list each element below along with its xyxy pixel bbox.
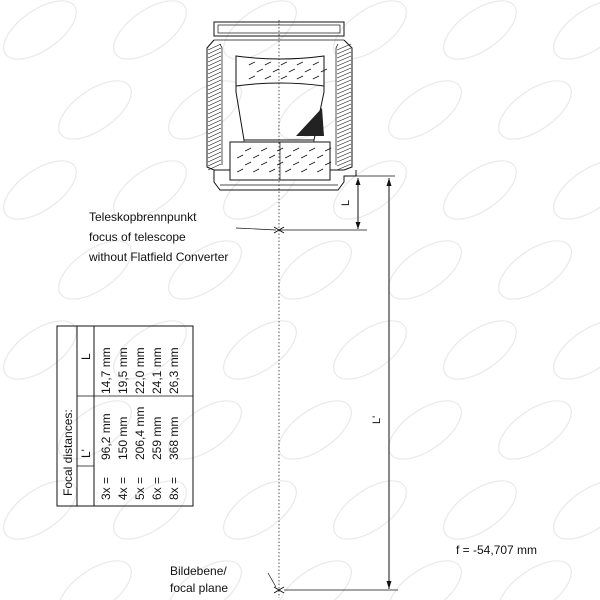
table-cell-l: 22,0 mm (133, 347, 147, 394)
table-cell-mag: 6x = (150, 476, 164, 500)
watermark-ellipse (434, 470, 526, 551)
watermark-ellipse (489, 550, 581, 600)
watermark-ellipse (379, 550, 471, 600)
watermark-ellipse (379, 230, 471, 311)
watermark-ellipse (434, 310, 526, 391)
watermark-ellipse (544, 150, 600, 231)
table-cell-mag: 4x = (116, 476, 130, 500)
watermark-ellipse (544, 310, 600, 391)
table-cell-l: 19,5 mm (116, 347, 130, 394)
watermark-ellipse (324, 310, 416, 391)
watermark-ellipse (434, 150, 526, 231)
watermark-ellipse (0, 150, 86, 231)
watermark-ellipse (0, 0, 86, 70)
table-cell-mag: 5x = (133, 476, 147, 500)
table-cell-l: 24,1 mm (150, 347, 164, 394)
table-cell-l-prime: 96,2 mm (99, 413, 113, 460)
watermark-ellipse (269, 230, 361, 311)
telescope-focus-leader (236, 228, 276, 230)
focal-distances-table (57, 326, 193, 506)
table-header-l: L (79, 353, 93, 360)
table-cell-l-prime: 150 mm (116, 416, 130, 460)
dimension-label-l-prime: L' (371, 415, 383, 424)
table-title: Focal distances: (61, 409, 75, 496)
telescope-focus-label-de: Teleskopbrennpunkt (89, 210, 197, 224)
table-cell-l-prime: 368 mm (167, 416, 181, 460)
telescope-focus-note: without Flatfield Converter (89, 250, 229, 264)
watermark-ellipse (489, 230, 581, 311)
watermark-ellipse (379, 70, 471, 151)
table-cell-l-prime: 206,4 mm (133, 406, 147, 460)
watermark-ellipse (324, 470, 416, 551)
focal-length-label: f = -54,707 mm (456, 543, 538, 557)
table-header-l-prime: L' (79, 449, 93, 458)
table-cell-l: 26,3 mm (167, 347, 181, 394)
watermark-ellipse (49, 70, 141, 151)
watermark-ellipse (214, 470, 306, 551)
table-cell-mag: 8x = (167, 476, 181, 500)
table-cell-l-prime: 259 mm (150, 416, 164, 460)
baffle-wedge (296, 108, 324, 136)
watermark-ellipse (379, 390, 471, 471)
watermark-ellipse (49, 550, 141, 600)
table-rows (99, 347, 181, 500)
watermark-ellipse (434, 0, 526, 70)
focal-plane-leader (268, 573, 276, 587)
watermark-ellipse (214, 310, 306, 391)
watermark-ellipse (0, 310, 86, 391)
table-cell-mag: 3x = (99, 476, 113, 500)
focal-plane-label-en: focal plane (170, 581, 229, 595)
watermark-ellipse (544, 0, 600, 70)
watermark-ellipse (489, 390, 581, 471)
watermark-ellipse (544, 470, 600, 551)
focal-plane-label-de: Bildebene/ (170, 564, 227, 578)
watermark-ellipse (104, 0, 196, 70)
table-cell-l: 14,7 mm (99, 347, 113, 394)
watermark-ellipse (269, 390, 361, 471)
telescope-focus-label-en: focus of telescope (89, 230, 186, 244)
upper-lens (236, 56, 324, 86)
dimension-label-l: L (340, 199, 352, 206)
watermark-ellipse (489, 70, 581, 151)
